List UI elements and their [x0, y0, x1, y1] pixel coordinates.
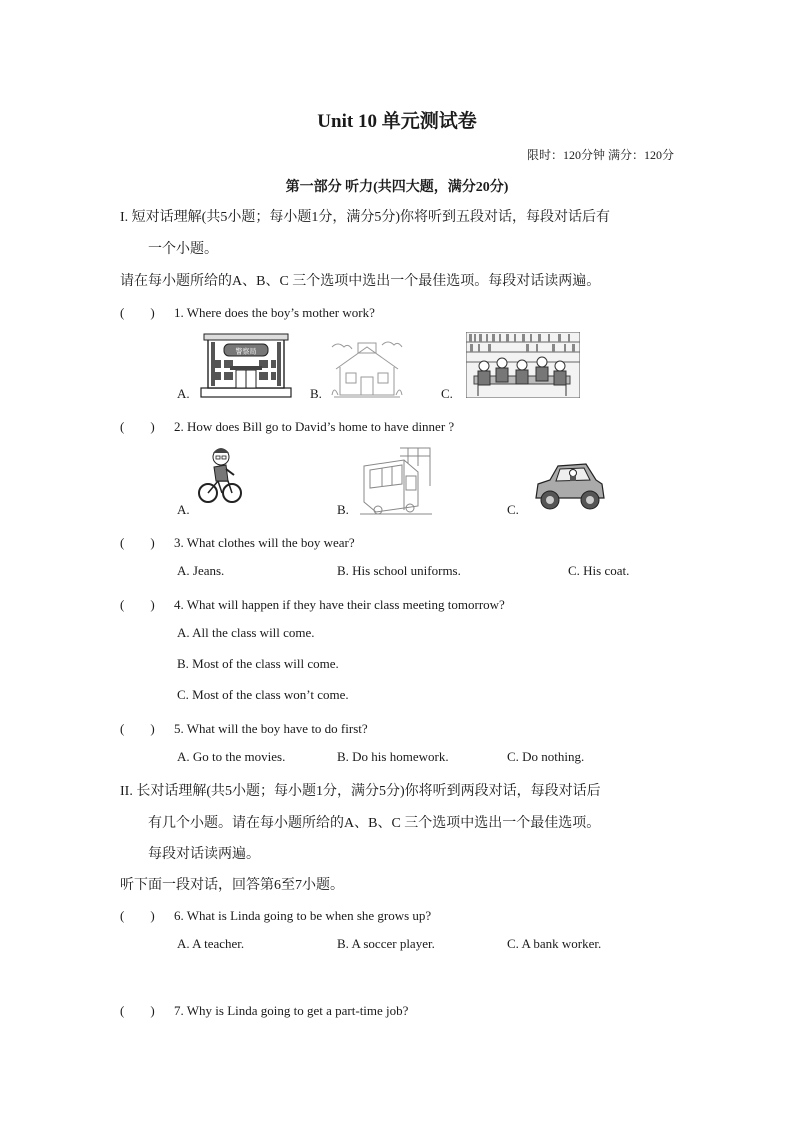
option-c: C. Do nothing. — [507, 749, 585, 764]
option-a: A. Go to the movies. — [177, 749, 286, 764]
option-c: C. His coat. — [568, 563, 630, 578]
dialogue-instruction: 听下面一段对话，回答第6至7小题。 — [120, 878, 344, 893]
bus-image — [360, 446, 432, 516]
boy-riding-bike-image — [198, 445, 242, 505]
hospital-building-image — [330, 337, 404, 399]
option-b-label: B. — [337, 502, 349, 517]
answer-blank[interactable]: ( ) — [120, 908, 155, 923]
section2-instruction-cont: 有几个小题。请在每小题所给的A、B、C 三个选项中选出一个最佳选项。 — [148, 816, 601, 831]
question-4 — [120, 594, 505, 613]
question-text: 1. Where does the boy’s mother work? — [174, 305, 375, 320]
svg-text:警察局: 警察局 — [235, 347, 257, 356]
question-text: 2. How does Bill go to David’s home to have dinner ? — [174, 419, 455, 434]
answer-blank[interactable]: ( ) — [120, 597, 155, 612]
answer-blank[interactable]: ( ) — [120, 1003, 155, 1018]
section1-instruction: I. 短对话理解(共5小题；每小题1分，满分5分)你将听到五段对话，每段对话后有 — [120, 210, 610, 225]
section2-instruction: II. 长对话理解(共5小题；每小题1分，满分5分)你将听到两段对话，每段对话后 — [120, 784, 601, 799]
answer-blank[interactable]: ( ) — [120, 535, 155, 550]
option-a: A. A teacher. — [177, 936, 245, 951]
option-c: C. A bank worker. — [507, 936, 602, 951]
option-b-label: B. — [310, 386, 322, 401]
question-text: 3. What clothes will the boy wear? — [174, 535, 355, 550]
question-3 — [120, 532, 355, 551]
option-c: C. Most of the class won’t come. — [177, 687, 349, 702]
library-image — [466, 332, 580, 398]
option-b: B. Most of the class will come. — [177, 656, 339, 671]
question-6 — [120, 905, 431, 924]
question-7 — [120, 1000, 408, 1019]
question-text: 6. What is Linda going to be when she grows up? — [174, 908, 432, 923]
page-title: Unit 10 单元测试卷 — [317, 111, 477, 132]
answer-blank[interactable]: ( ) — [120, 419, 155, 434]
option-a-label: A. — [177, 386, 190, 401]
option-b: B. A soccer player. — [337, 936, 435, 951]
answer-blank[interactable]: ( ) — [120, 305, 155, 320]
question-text: 4. What will happen if they have their class meeting tomorrow? — [174, 597, 505, 612]
option-c-label: C. — [441, 386, 453, 401]
answer-blank[interactable]: ( ) — [120, 721, 155, 736]
question-1 — [120, 302, 375, 321]
section1-instruction-cont: 一个小题。 — [148, 242, 218, 257]
part-one-title: 第一部分 听力(共四大题，满分20分) — [285, 180, 509, 195]
question-2 — [120, 416, 454, 435]
option-b: B. Do his homework. — [337, 749, 449, 764]
option-a-label: A. — [177, 502, 190, 517]
section2-instruction-cont2: 每段对话读两遍。 — [148, 847, 260, 862]
police-station-image — [200, 332, 292, 398]
question-text: 5. What will the boy have to do first? — [174, 721, 368, 736]
question-text: 7. Why is Linda going to get a part-time job? — [174, 1003, 409, 1018]
option-a: A. Jeans. — [177, 563, 225, 578]
option-b: B. His school uniforms. — [337, 563, 461, 578]
time-score-info: 限时：120分钟 满分：120分 — [526, 148, 674, 162]
section1-instruction-2: 请在每小题所给的A、B、C 三个选项中选出一个最佳选项。每段对话读两遍。 — [120, 274, 601, 289]
option-c-label: C. — [507, 502, 519, 517]
question-5 — [120, 718, 368, 737]
option-a: A. All the class will come. — [177, 625, 315, 640]
car-image — [532, 458, 606, 514]
